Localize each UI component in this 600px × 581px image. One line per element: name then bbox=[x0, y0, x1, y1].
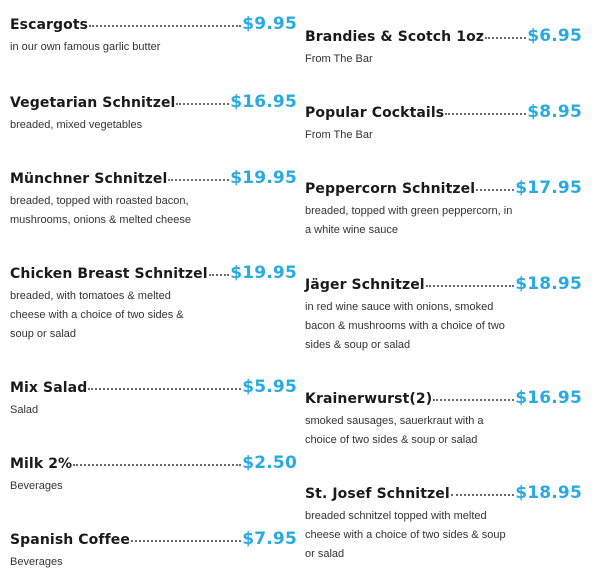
dot-leader bbox=[88, 378, 241, 390]
dot-leader bbox=[131, 530, 241, 542]
dot-leader bbox=[73, 454, 241, 466]
dot-leader bbox=[209, 264, 230, 276]
menu-item-price: $8.95 bbox=[527, 102, 582, 122]
dot-leader bbox=[426, 275, 514, 287]
menu-item-description: breaded, with tomatoes & melted cheese with a choice of two sides & soup or salad bbox=[10, 290, 184, 340]
menu-item-name: Münchner Schnitzel bbox=[10, 171, 168, 187]
menu-item-description: Beverages bbox=[10, 480, 63, 492]
menu-item-name: Chicken Breast Schnitzel bbox=[10, 266, 208, 282]
dot-leader bbox=[176, 93, 229, 105]
menu-item-description: From The Bar bbox=[305, 53, 373, 65]
menu-item-description: breaded, topped with green peppercorn, in a white wine sauce bbox=[305, 205, 513, 236]
menu-item-name: Mix Salad bbox=[10, 380, 88, 396]
menu-item-description: Beverages bbox=[10, 556, 63, 568]
menu-item bbox=[10, 92, 297, 135]
menu-item-description: Salad bbox=[10, 404, 39, 416]
menu-item-name: Escargots bbox=[10, 17, 89, 33]
menu-item-description: From The Bar bbox=[305, 129, 373, 141]
menu-item-price: $19.95 bbox=[230, 168, 297, 188]
dot-leader bbox=[433, 389, 514, 401]
dot-leader bbox=[445, 103, 526, 115]
menu-item-price: $18.95 bbox=[515, 483, 582, 503]
menu-item-price: $16.95 bbox=[515, 388, 582, 408]
menu-item bbox=[305, 388, 582, 450]
menu-item-name: Milk 2% bbox=[10, 456, 73, 472]
menu-item-price: $7.95 bbox=[242, 529, 297, 549]
menu-item-name: Spanish Coffee bbox=[10, 532, 130, 548]
menu-item-description: smoked sausages, sauerkraut with a choice of two sides & soup or salad bbox=[305, 415, 484, 446]
menu-item bbox=[305, 102, 582, 145]
menu-item-description: in our own famous garlic butter bbox=[10, 41, 161, 53]
menu-item bbox=[305, 26, 582, 69]
menu-item-price: $16.95 bbox=[230, 92, 297, 112]
menu-item-price: $18.95 bbox=[515, 274, 582, 294]
menu-item-name: Krainerwurst(2) bbox=[305, 391, 433, 407]
menu-item bbox=[305, 274, 582, 355]
dot-leader bbox=[89, 15, 241, 27]
menu-item-name: St. Josef Schnitzel bbox=[305, 486, 450, 502]
dot-leader bbox=[451, 484, 514, 496]
menu-item-price: $2.50 bbox=[242, 453, 297, 473]
menu-item-name: Jäger Schnitzel bbox=[305, 277, 425, 293]
menu-item-price: $19.95 bbox=[230, 263, 297, 283]
dot-leader bbox=[168, 169, 229, 181]
menu-item bbox=[10, 14, 297, 57]
menu-item-price: $5.95 bbox=[242, 377, 297, 397]
menu-item-description: breaded schnitzel topped with melted cheese with a choice of two sides & soup or salad bbox=[305, 510, 506, 560]
menu-item-description: breaded, topped with roasted bacon, mushrooms, onions & melted cheese bbox=[10, 195, 191, 226]
menu-item-name: Vegetarian Schnitzel bbox=[10, 95, 176, 111]
menu-item-name: Popular Cocktails bbox=[305, 105, 445, 121]
menu-item-name: Peppercorn Schnitzel bbox=[305, 181, 476, 197]
dot-leader bbox=[485, 27, 526, 39]
menu-item-price: $17.95 bbox=[515, 178, 582, 198]
menu-item-name: Brandies & Scotch 1oz bbox=[305, 29, 485, 45]
menu-item-description: breaded, mixed vegetables bbox=[10, 119, 143, 131]
menu-item-price: $6.95 bbox=[527, 26, 582, 46]
menu-item bbox=[10, 168, 297, 230]
menu-item bbox=[305, 178, 582, 240]
menu-item bbox=[10, 529, 297, 572]
menu-item-description: in red wine sauce with onions, smoked bacon & mushrooms with a choice of two sides & soup or salad bbox=[305, 301, 505, 351]
menu-item bbox=[305, 483, 582, 564]
menu-item bbox=[10, 377, 297, 420]
menu-item bbox=[10, 263, 297, 344]
menu-item-price: $9.95 bbox=[242, 14, 297, 34]
dot-leader bbox=[476, 179, 514, 191]
menu-item bbox=[10, 453, 297, 496]
